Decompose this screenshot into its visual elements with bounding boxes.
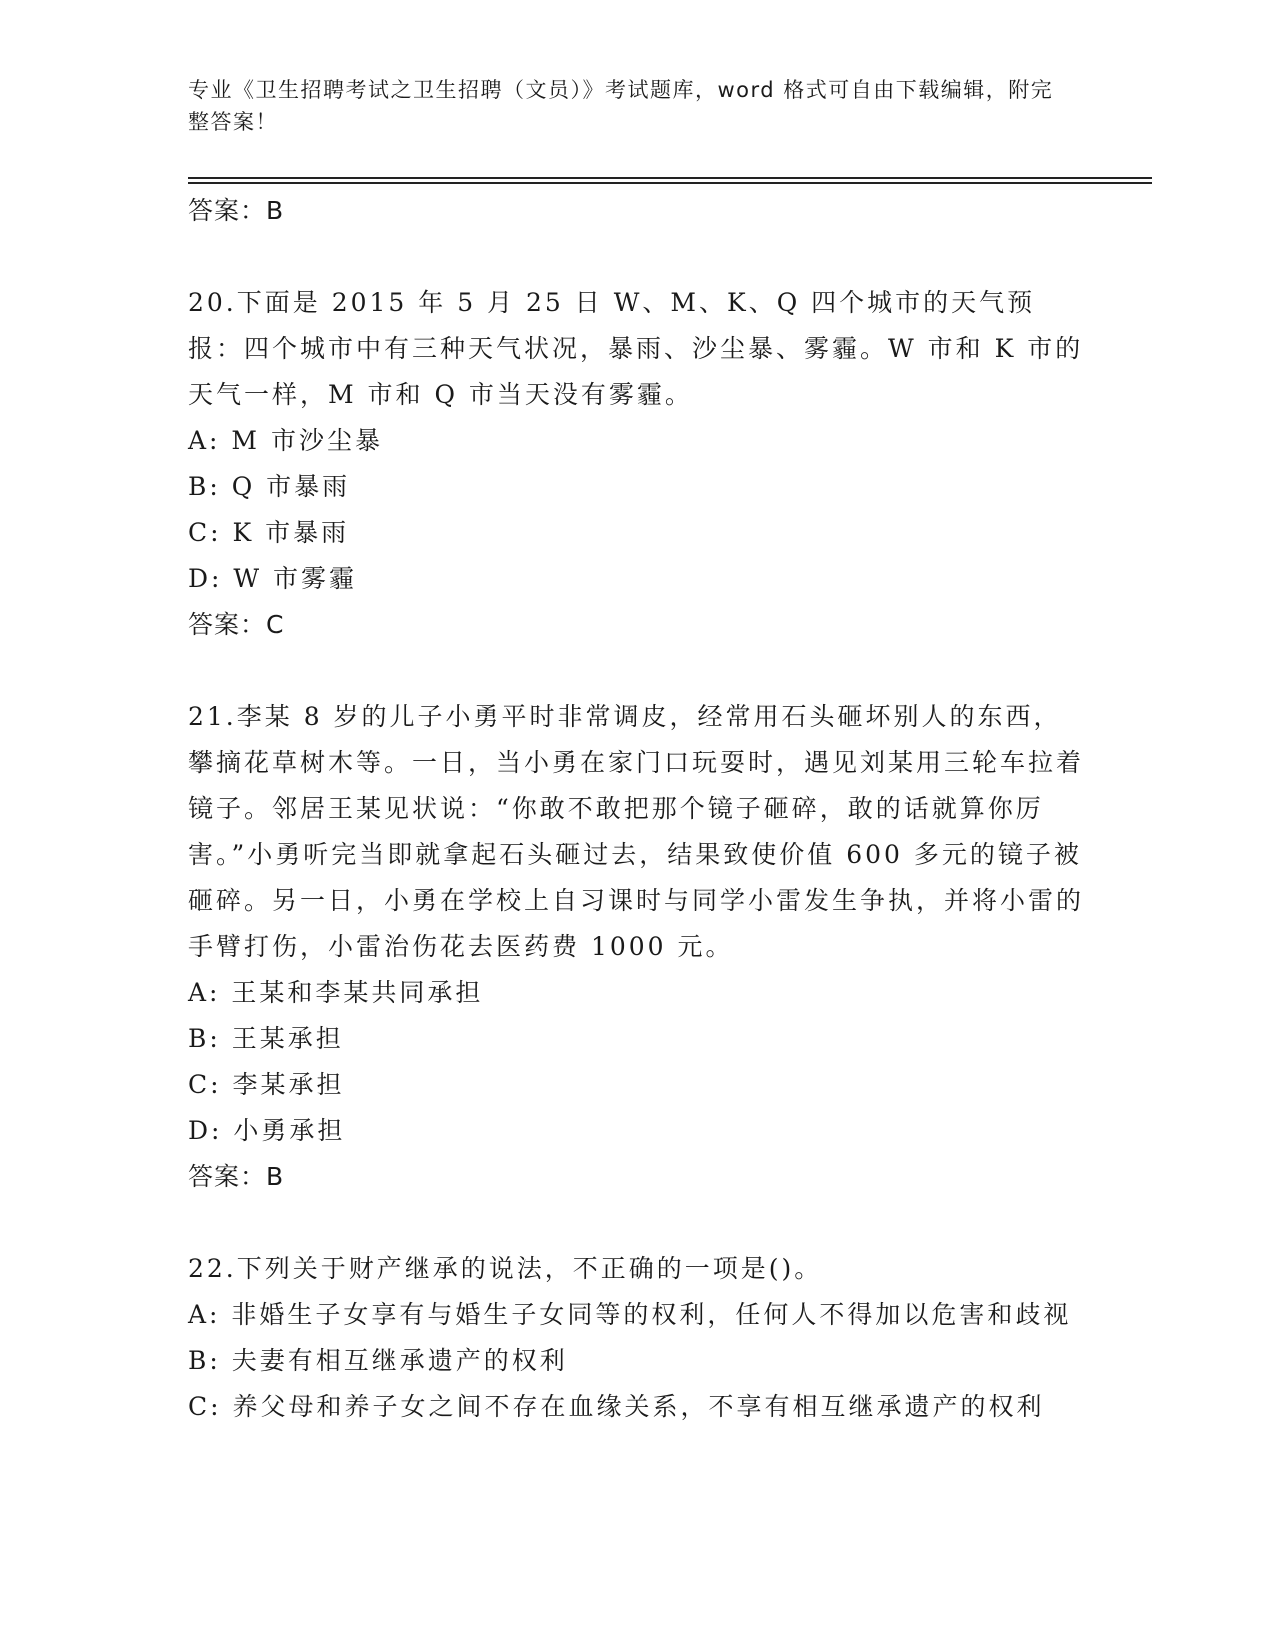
header-rule-double — [188, 182, 1152, 184]
option-b: B: 夫妻有相互继承遗产的权利 — [188, 1346, 568, 1375]
option-d: D: 小勇承担 — [188, 1116, 346, 1145]
option-a: A: M 市沙尘暴 — [188, 426, 383, 455]
option-d: D: W 市雾霾 — [188, 564, 358, 593]
document-body — [188, 188, 1088, 1430]
option-b: B: 王某承担 — [188, 1024, 344, 1053]
question-text: 21.李某 8 岁的儿子小勇平时非常调皮，经常用石头砸坏别人的东西，攀摘花草树木等。一日，当小勇在家门口玩耍时，遇见刘某用三轮车拉着镜子。邻居王某见状说：“你敢不敢把那个镜子砸碎，敢的话就算你厉害。”小勇听完当即就拿起石头砸过去，结果致使价值 600 多元的镜子被砸碎。另一日，小勇在学校上自习课时与同学小雷发生争执，并将小雷的手臂打伤，小雷治伤花去医药费 1000 元。 — [188, 702, 1085, 961]
option-c: C: K 市暴雨 — [188, 518, 350, 547]
question-22 — [188, 1246, 1088, 1430]
answer-line: 答案：B — [188, 196, 285, 225]
answer-line: 答案：B — [188, 1162, 285, 1191]
question-text: 22.下列关于财产继承的说法，不正确的一项是()。 — [188, 1254, 823, 1283]
answer-line: 答案：C — [188, 610, 285, 639]
question-20 — [188, 280, 1088, 648]
option-b: B: Q 市暴雨 — [188, 472, 351, 501]
page-header: 专业《卫生招聘考试之卫生招聘（文员）》考试题库，word 格式可自由下载编辑，附完整答案！ — [188, 78, 1054, 134]
option-c: C: 李某承担 — [188, 1070, 345, 1099]
option-a: A: 非婚生子女享有与婚生子女同等的权利，任何人不得加以危害和歧视 — [188, 1300, 1072, 1329]
header-rule — [188, 177, 1152, 179]
option-a: A: 王某和李某共同承担 — [188, 978, 484, 1007]
question-21 — [188, 694, 1088, 1200]
question-text: 20.下面是 2015 年 5 月 25 日 W、M、K、Q 四个城市的天气预报：四个城市中有三种天气状况，暴雨、沙尘暴、雾霾。W 市和 K 市的天气一样，M 市和 Q 市当天没有雾霾。 — [188, 288, 1084, 409]
option-c: C: 养父母和养子女之间不存在血缘关系，不享有相互继承遗产的权利 — [188, 1392, 1045, 1421]
